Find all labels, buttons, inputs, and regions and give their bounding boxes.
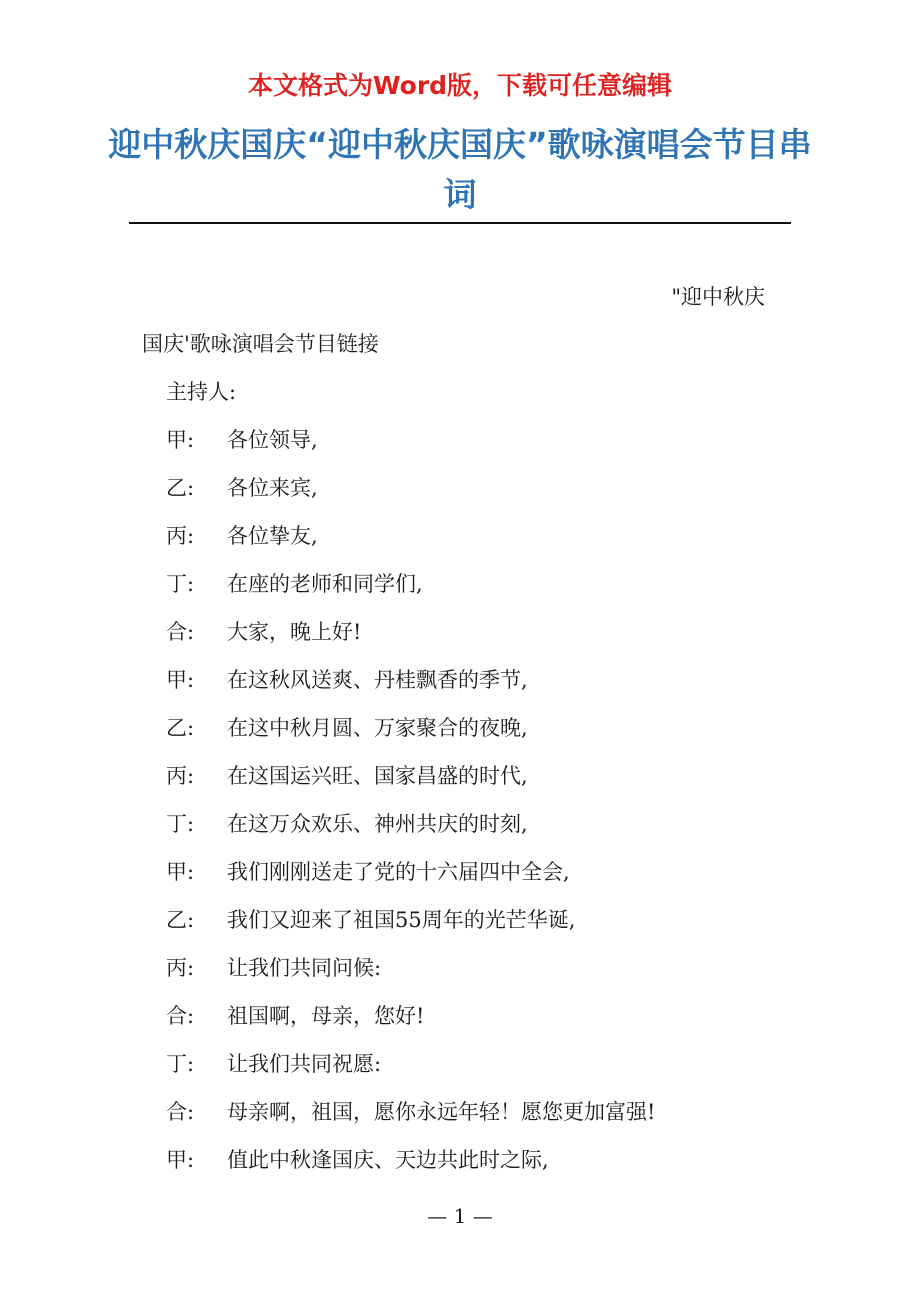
speaker-label: 合: <box>166 1100 195 1124</box>
speaker-label: 乙: <box>166 476 195 500</box>
dialogue-text: 各位领导, <box>227 428 318 452</box>
dialogue-text: 母亲啊，祖国，愿你永远年轻！愿您更加富强! <box>227 1100 656 1124</box>
speaker-label: 合: <box>166 620 195 644</box>
page-number: — 1 — <box>427 1204 493 1228</box>
dialogue-text: 祖国啊，母亲，您好! <box>227 1004 425 1028</box>
speaker-label: 丙: <box>166 764 195 788</box>
dialogue-text: 在这中秋月圆、万家聚合的夜晚, <box>227 716 528 740</box>
speaker-label: 乙: <box>166 716 195 740</box>
speaker-label: 乙: <box>166 908 195 932</box>
speaker-label: 丙: <box>166 956 195 980</box>
dialogue-text: 在这万众欢乐、神州共庆的时刻, <box>227 812 528 836</box>
dialogue-text: 在这国运兴旺、国家昌盛的时代, <box>227 764 528 788</box>
speaker-label: 合: <box>166 1004 195 1028</box>
speaker-label: 甲: <box>166 428 195 452</box>
speaker-label: 丁: <box>166 1052 195 1076</box>
dialogue-text: 让我们共同问候: <box>227 956 382 980</box>
intro-line-2: 国庆'歌咏演唱会节目链接 <box>142 332 379 356</box>
dialogue-text: 让我们共同祝愿: <box>227 1052 382 1076</box>
download-banner: 本文格式为Word版，下载可任意编辑 <box>247 71 673 100</box>
intro-line-1: "迎中秋庆 <box>671 285 765 309</box>
speaker-label: 丙: <box>166 524 195 548</box>
dialogue-text: 各位来宾, <box>227 476 318 500</box>
speaker-label: 甲: <box>166 668 195 692</box>
dialogue-text: 我们刚刚送走了党的十六届四中全会, <box>227 860 570 884</box>
title-divider <box>129 222 791 224</box>
host-label: 主持人: <box>166 380 237 404</box>
dialogue-text: 在这秋风送爽、丹桂飘香的季节, <box>227 668 528 692</box>
dialogue-text: 我们又迎来了祖国55周年的光芒华诞, <box>227 908 576 932</box>
dialogue-text: 值此中秋逢国庆、天边共此时之际, <box>227 1148 549 1172</box>
speaker-label: 丁: <box>166 572 195 596</box>
dialogue-text: 大家，晚上好! <box>227 620 362 644</box>
dialogue-text: 各位挚友, <box>227 524 318 548</box>
page-title: 迎中秋庆国庆“迎中秋庆国庆”歌咏演唱会节目串词 <box>108 125 812 214</box>
speaker-label: 甲: <box>166 860 195 884</box>
dialogue-text: 在座的老师和同学们, <box>227 572 423 596</box>
speaker-label: 甲: <box>166 1148 195 1172</box>
speaker-label: 丁: <box>166 812 195 836</box>
